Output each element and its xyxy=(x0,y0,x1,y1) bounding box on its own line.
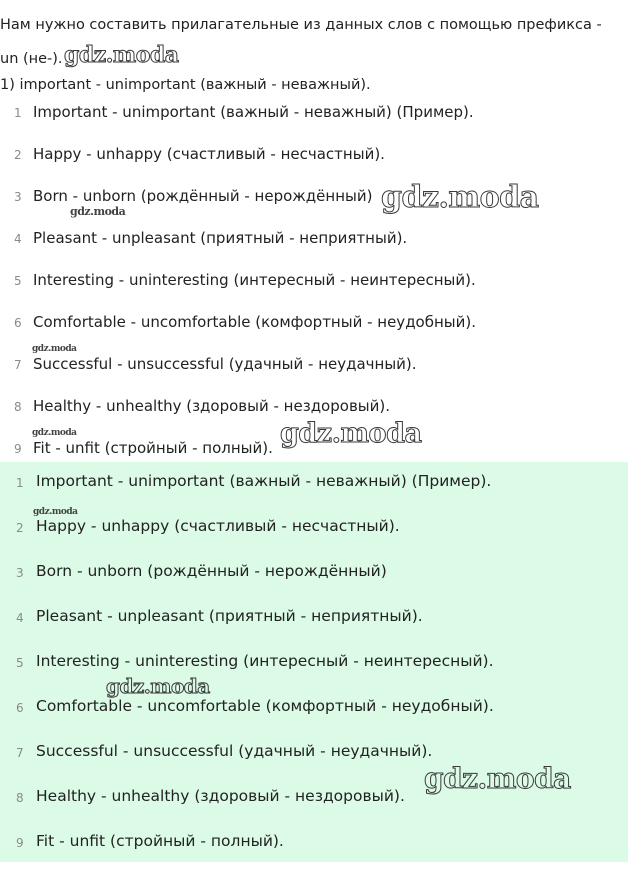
list-item xyxy=(0,687,628,732)
item-text: Important - unimportant (важный - неважный) (Пример). xyxy=(36,472,492,490)
watermark: gdz.moda xyxy=(106,674,210,698)
item-text: Happy - unhappy (счастливый - несчастный). xyxy=(36,517,400,535)
answer-list-highlighted xyxy=(0,462,628,862)
item-number: 9 xyxy=(14,442,22,456)
item-text: Born - unborn (рождённый - нерождённый) xyxy=(33,187,373,205)
item-text: Comfortable - uncomfortable (комфортный - неудобный). xyxy=(36,697,494,715)
list-item xyxy=(0,552,628,597)
list-item xyxy=(0,260,632,302)
item-text: Successful - unsuccessful (удачный - неудачный). xyxy=(36,742,433,760)
watermark: gdz.moda xyxy=(33,507,78,517)
intro-line-3: 1) important - unimportant (важный - неважный). xyxy=(0,77,371,93)
item-number: 9 xyxy=(16,836,24,850)
item-text: Interesting - uninteresting (интересный - неинтересный). xyxy=(33,271,476,289)
list-item xyxy=(0,302,632,344)
list-item xyxy=(0,92,632,134)
item-text: Healthy - unhealthy (здоровый - нездоровый). xyxy=(36,787,405,805)
item-number: 8 xyxy=(14,400,22,414)
item-text: Healthy - unhealthy (здоровый - нездоровый). xyxy=(33,397,390,415)
watermark: gdz.moda xyxy=(32,428,77,438)
list-item xyxy=(0,507,628,552)
item-number: 1 xyxy=(14,106,22,120)
item-text: Interesting - uninteresting (интересный - неинтересный). xyxy=(36,652,494,670)
item-text: Important - unimportant (важный - неважный) (Пример). xyxy=(33,103,474,121)
item-text: Born - unborn (рождённый - нерождённый) xyxy=(36,562,387,580)
answer-list-plain xyxy=(0,92,632,470)
watermark: gdz.moda xyxy=(280,418,422,449)
intro-line-2: un (не-). xyxy=(0,51,63,67)
item-text: Comfortable - uncomfortable (комфортный - неудобный). xyxy=(33,313,477,331)
watermark: gdz.moda xyxy=(424,762,571,795)
item-number: 2 xyxy=(14,148,22,162)
item-number: 3 xyxy=(16,566,24,580)
item-number: 7 xyxy=(16,746,24,760)
list-item xyxy=(0,134,632,176)
intro-line-1: Нам нужно составить прилагательные из данных слов с помощью префикса - xyxy=(0,17,602,33)
item-number: 6 xyxy=(14,316,22,330)
item-number: 5 xyxy=(14,274,22,288)
watermark: gdz.moda xyxy=(70,205,126,218)
list-item xyxy=(0,642,628,687)
item-number: 1 xyxy=(16,476,24,490)
watermark: gdz.moda xyxy=(64,42,179,68)
watermark: gdz.moda xyxy=(381,180,539,215)
watermark: gdz.moda xyxy=(32,344,77,354)
item-number: 7 xyxy=(14,358,22,372)
item-text: Fit - unfit (стройный - полный). xyxy=(36,832,284,850)
item-text: Happy - unhappy (счастливый - несчастный). xyxy=(33,145,385,163)
item-number: 2 xyxy=(16,521,24,535)
item-text: Successful - unsuccessful (удачный - неудачный). xyxy=(33,355,417,373)
item-number: 4 xyxy=(14,232,22,246)
item-text: Pleasant - unpleasant (приятный - неприятный). xyxy=(33,229,408,247)
item-number: 8 xyxy=(16,791,24,805)
item-number: 6 xyxy=(16,701,24,715)
list-item xyxy=(0,822,628,867)
item-number: 3 xyxy=(14,190,22,204)
item-number: 5 xyxy=(16,656,24,670)
item-number: 4 xyxy=(16,611,24,625)
list-item xyxy=(0,218,632,260)
list-item xyxy=(0,597,628,642)
item-text: Fit - unfit (стройный - полный). xyxy=(33,439,273,457)
item-text: Pleasant - unpleasant (приятный - неприятный). xyxy=(36,607,423,625)
list-item xyxy=(0,344,632,386)
list-item xyxy=(0,462,628,507)
